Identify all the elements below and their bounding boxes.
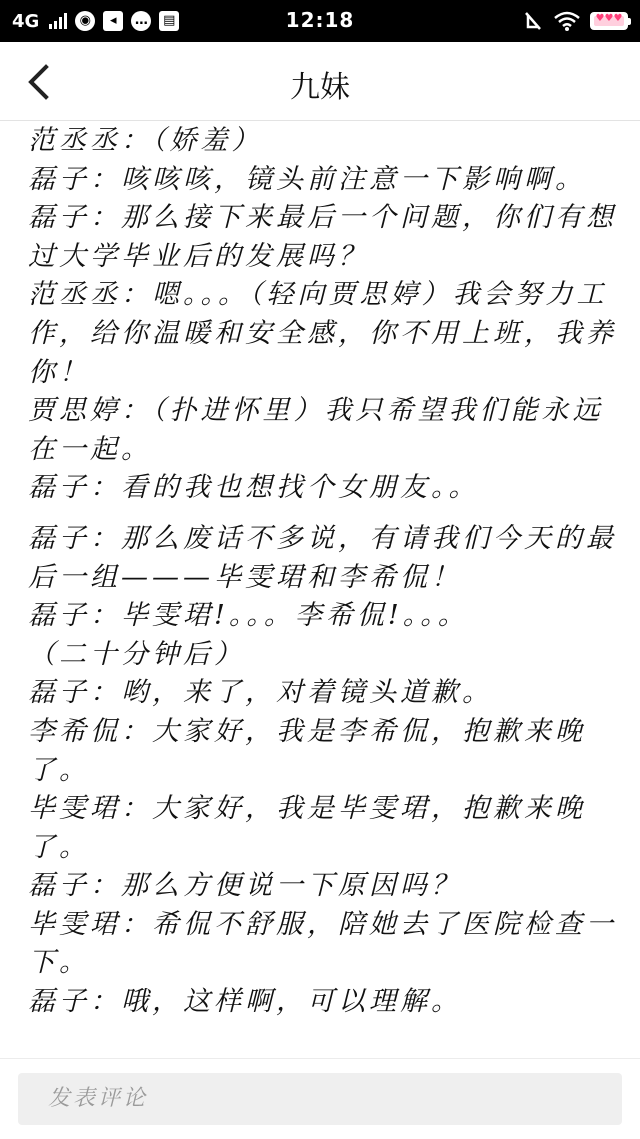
sound-off-icon: ◂	[103, 11, 123, 31]
paragraph: 毕雯珺：希侃不舒服，陪她去了医院检查一下。	[28, 908, 617, 979]
paragraph: 磊子：看的我也想找个女朋友。。	[28, 472, 480, 504]
message-icon: …	[131, 11, 151, 31]
paragraph: （二十分钟后）	[28, 638, 245, 670]
clock: 12:18	[285, 8, 355, 32]
nav-bar	[0, 42, 640, 121]
battery-icon	[590, 12, 628, 30]
paragraph: 磊子：咳咳咳，镜头前注意一下影响啊。	[28, 163, 586, 195]
article-body	[28, 122, 618, 1058]
status-bar	[0, 0, 640, 42]
page-title: 九妹	[290, 70, 350, 105]
paragraph: 李希侃：大家好，我是李希侃，抱歉来晚了。	[28, 715, 586, 786]
paragraph: 磊子：哟，来了，对着镜头道歉。	[28, 677, 493, 709]
paragraph: 磊子：那么方便说一下原因吗？	[28, 870, 462, 902]
vibrate-icon	[522, 10, 544, 32]
paragraph: 范丞丞：（娇羞）	[28, 125, 263, 156]
browser-icon: ◉	[75, 11, 95, 31]
network-type: 4G	[12, 10, 40, 32]
wifi-icon	[554, 11, 580, 31]
status-right	[522, 10, 628, 32]
paragraph: 毕雯珺：大家好，我是毕雯珺，抱歉来晚了。	[28, 793, 586, 863]
paragraph: 磊子：哦，这样啊，可以理解。	[28, 986, 462, 1018]
paragraph: 磊子：那么接下来最后一个问题，你们有想过大学毕业后的发展吗？	[28, 202, 617, 272]
paragraph: 磊子：那么废话不多说，有请我们今天的最后一组———毕雯珺和李希侃！	[28, 522, 617, 593]
paragraph: 贾思婷：（扑进怀里）我只希望我们能永远在一起。	[28, 395, 604, 465]
paragraph: 磊子：毕雯珺!。。。李希侃!。。。	[28, 600, 469, 632]
battery-hearts: ♥♥♥	[595, 13, 623, 24]
comment-input[interactable]: 发表评论	[18, 1073, 622, 1125]
paragraph: 范丞丞：嗯。。。（轻向贾思婷）我会努力工作，给你温暖和安全感，你不用上班，我养你！	[28, 279, 617, 388]
sd-card-icon: ▤	[159, 11, 179, 31]
comment-bar	[0, 1058, 640, 1139]
